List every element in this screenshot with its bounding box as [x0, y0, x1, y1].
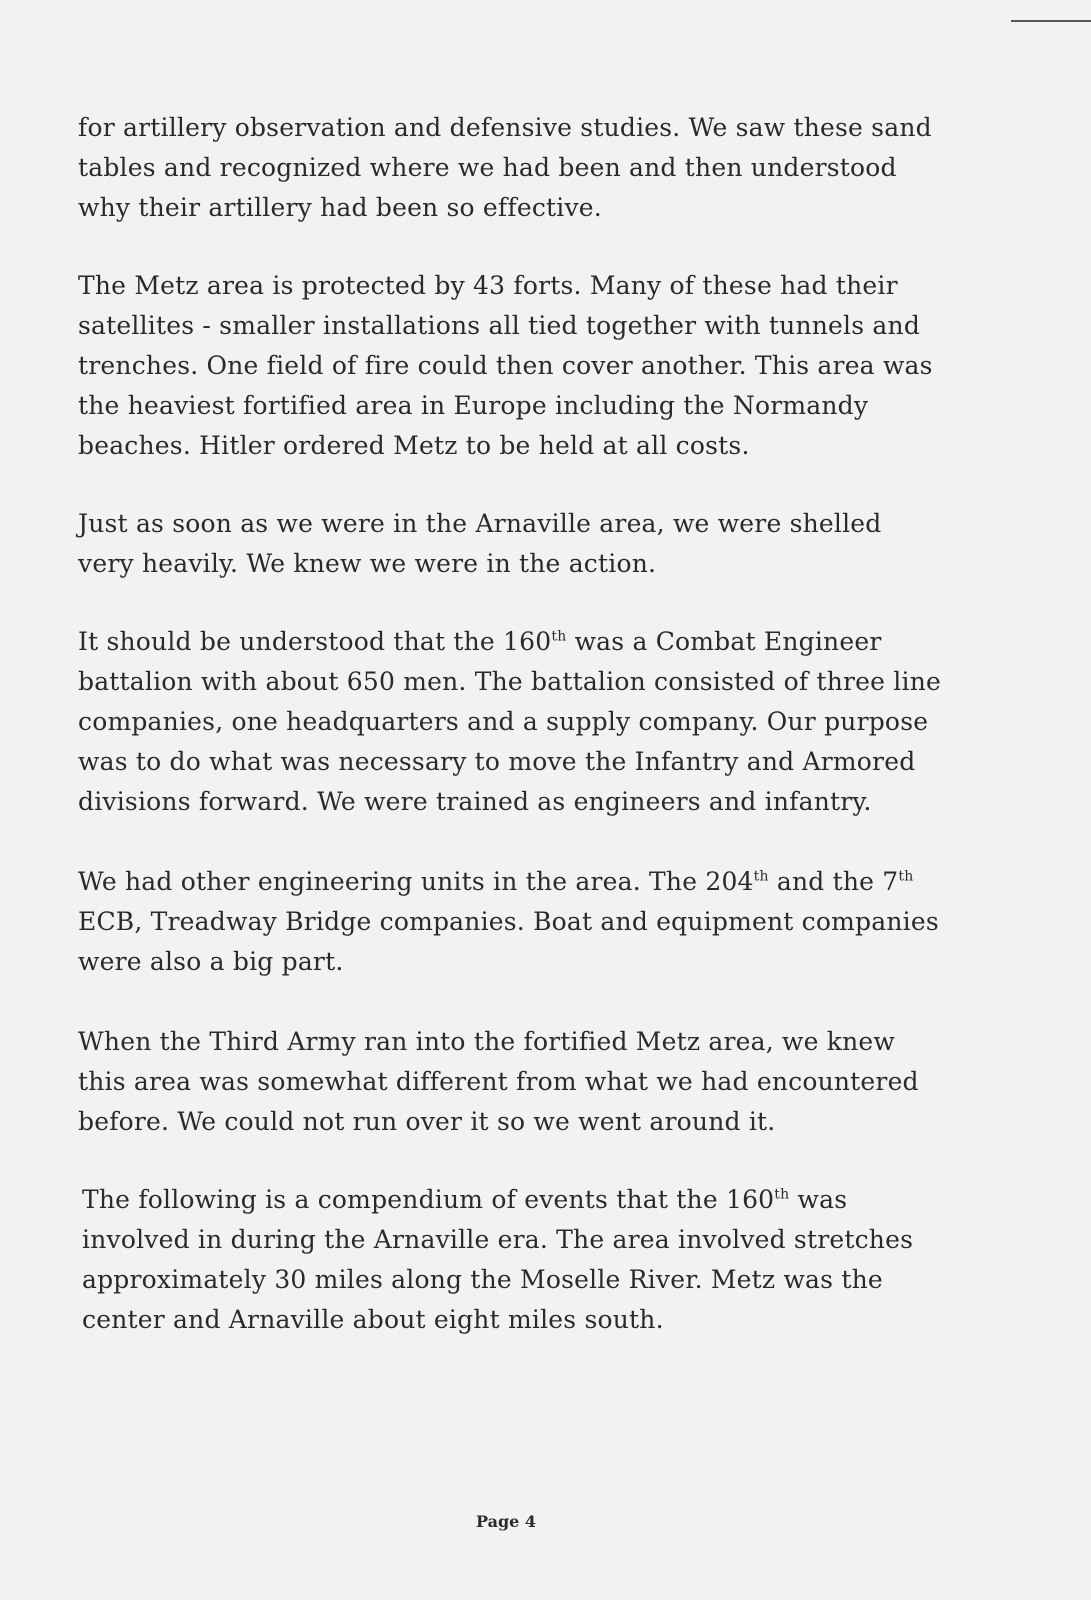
text-line: battalion with about 650 men. The battalion consisted of three line	[78, 667, 941, 696]
text-line: When the Third Army ran into the fortified Metz area, we knew	[78, 1027, 895, 1056]
text-line: was to do what was necessary to move the Infantry and Armored	[78, 747, 916, 776]
text-line: divisions forward. We were trained as engineers and infantry.	[78, 787, 872, 816]
text-segment: We had other engineering units in the area. The 204	[78, 867, 754, 896]
paragraph-3	[78, 504, 928, 584]
text-line: the heaviest fortified area in Europe including the Normandy	[78, 391, 869, 420]
text-line	[78, 622, 928, 662]
paragraph-1	[78, 108, 932, 228]
text-line: why their artillery had been so effective.	[78, 193, 602, 222]
paragraph-2	[78, 266, 933, 466]
text-line: center and Arnaville about eight miles south.	[82, 1305, 664, 1334]
ordinal-suffix: th	[753, 868, 769, 885]
text-segment: and the 7	[768, 867, 899, 896]
text-line	[82, 1180, 932, 1220]
text-line: tables and recognized where we had been and then understood	[78, 153, 897, 182]
paragraph-5	[78, 862, 939, 982]
paragraph-4	[78, 622, 941, 822]
text-line: before. We could not run over it so we went around it.	[78, 1107, 776, 1136]
text-line: The Metz area is protected by 43 forts. Many of these had their	[78, 271, 898, 300]
text-line: trenches. One field of fire could then cover another. This area was	[78, 351, 933, 380]
text-line: for artillery observation and defensive studies. We saw these sand	[78, 113, 932, 142]
text-line: companies, one headquarters and a supply company. Our purpose	[78, 707, 929, 736]
text-segment: was a Combat Engineer	[566, 627, 882, 656]
text-line: ECB, Treadway Bridge companies. Boat and equipment companies	[78, 907, 939, 936]
ordinal-suffix: th	[774, 1186, 790, 1203]
paragraph-6	[78, 1022, 928, 1142]
text-line: this area was somewhat different from what we had encountered	[78, 1067, 919, 1096]
text-line: involved in during the Arnaville era. The area involved stretches	[82, 1225, 914, 1254]
text-line: Just as soon as we were in the Arnaville area, we were shelled	[78, 509, 882, 538]
text-segment: It should be understood that the 160	[78, 627, 552, 656]
text-line	[78, 862, 928, 902]
text-line: satellites - smaller installations all tied together with tunnels and	[78, 311, 921, 340]
paragraph-7	[82, 1180, 932, 1340]
page-number: Page 4	[476, 1512, 537, 1531]
text-segment: was	[789, 1185, 848, 1214]
corner-rule	[1011, 20, 1091, 22]
text-line: very heavily. We knew we were in the action.	[78, 549, 657, 578]
text-segment: The following is a compendium of events that the 160	[82, 1185, 775, 1214]
text-line: beaches. Hitler ordered Metz to be held at all costs.	[78, 431, 750, 460]
ordinal-suffix: th	[551, 628, 567, 645]
ordinal-suffix: th	[898, 868, 914, 885]
text-line: approximately 30 miles along the Moselle River. Metz was the	[82, 1265, 883, 1294]
text-line: were also a big part.	[78, 947, 344, 976]
